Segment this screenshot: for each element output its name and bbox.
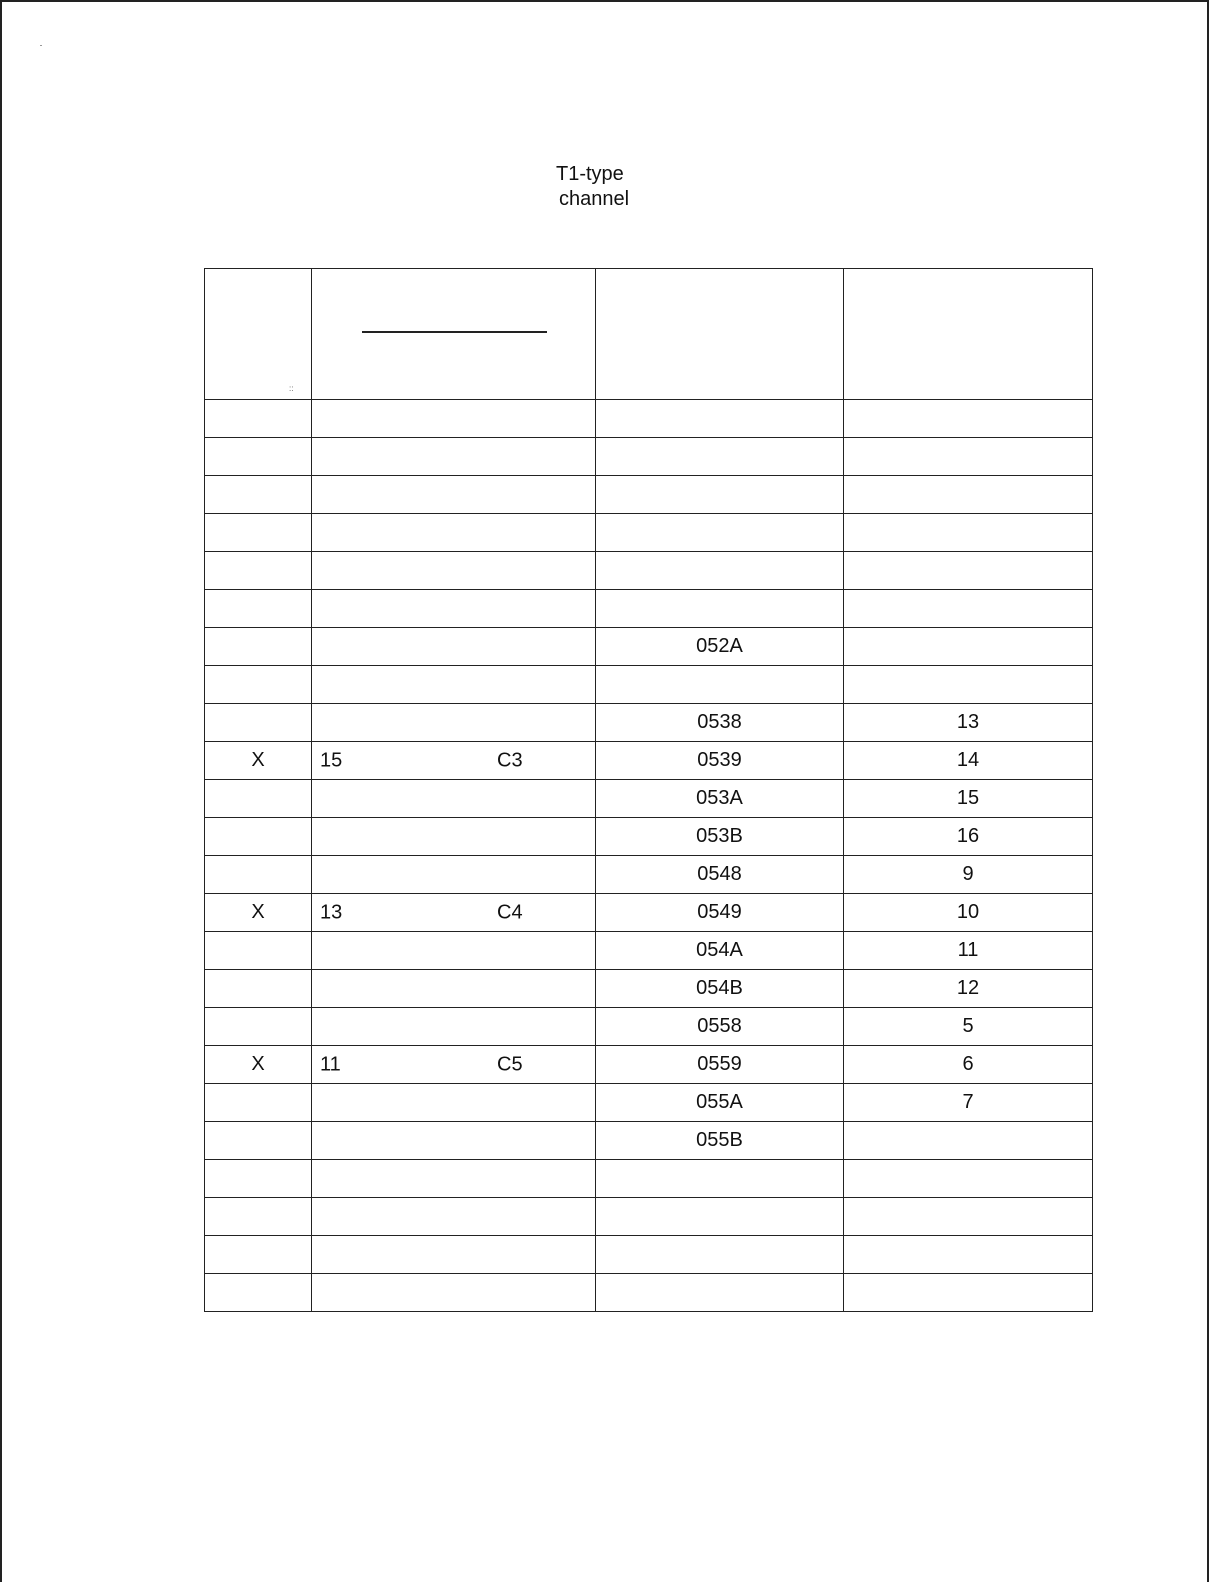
- code-cell: 054B: [596, 970, 844, 1008]
- select-cell: X: [205, 742, 312, 780]
- slot-port-cell: [312, 1008, 596, 1046]
- code-cell: [596, 552, 844, 590]
- slot-port-cell: [312, 590, 596, 628]
- select-cell: [205, 666, 312, 704]
- slot-number: 13: [320, 901, 343, 923]
- table-row: [205, 704, 1093, 742]
- table-row: [205, 1236, 1093, 1274]
- channel-cell: [844, 476, 1093, 514]
- slot-port-cell: [312, 476, 596, 514]
- slot-port-cell: [312, 552, 596, 590]
- table-row: [205, 818, 1093, 856]
- channel-cell: [844, 1274, 1093, 1312]
- channel-cell: 5: [844, 1008, 1093, 1046]
- select-cell: X: [205, 1046, 312, 1084]
- select-cell: [205, 704, 312, 742]
- slot-port-cell: [312, 1236, 596, 1274]
- header-cell-slot-port: [312, 269, 596, 400]
- table-row: [205, 780, 1093, 818]
- slot-port-cell: [312, 932, 596, 970]
- channel-cell: [844, 438, 1093, 476]
- channel-cell: 10: [844, 894, 1093, 932]
- table-row: [205, 1122, 1093, 1160]
- slot-port-cell: [312, 780, 596, 818]
- slot-port-cell: [312, 666, 596, 704]
- code-cell: 0538: [596, 704, 844, 742]
- slot-port-cell: [312, 400, 596, 438]
- header-cell-code: [596, 269, 844, 400]
- channel-cell: [844, 1122, 1093, 1160]
- table-row: [205, 856, 1093, 894]
- channel-cell: 13: [844, 704, 1093, 742]
- code-cell: 055A: [596, 1084, 844, 1122]
- channel-table: [204, 268, 1093, 1312]
- channel-cell: 9: [844, 856, 1093, 894]
- table-row: [205, 552, 1093, 590]
- slot-port-cell: [312, 1122, 596, 1160]
- channel-cell: 15: [844, 780, 1093, 818]
- code-cell: [596, 1274, 844, 1312]
- scan-speck: [40, 45, 42, 46]
- slot-port-cell: [312, 742, 596, 780]
- channel-cell: [844, 514, 1093, 552]
- channel-cell: 14: [844, 742, 1093, 780]
- code-cell: [596, 514, 844, 552]
- slot-port-cell: [312, 1274, 596, 1312]
- table-row: [205, 590, 1093, 628]
- table-row: [205, 514, 1093, 552]
- slot-port-cell: [312, 1160, 596, 1198]
- slot-port-cell: [312, 704, 596, 742]
- select-cell: [205, 552, 312, 590]
- select-cell: [205, 400, 312, 438]
- select-cell: [205, 818, 312, 856]
- channel-cell: [844, 552, 1093, 590]
- port-label: C4: [497, 901, 523, 923]
- table-row: [205, 932, 1093, 970]
- channel-cell: 6: [844, 1046, 1093, 1084]
- channel-cell: 12: [844, 970, 1093, 1008]
- select-cell: [205, 1122, 312, 1160]
- slot-port-cell: [312, 894, 596, 932]
- port-label: C5: [497, 1053, 523, 1075]
- table-row: [205, 1274, 1093, 1312]
- slot-port-cell: [312, 514, 596, 552]
- channel-cell: 16: [844, 818, 1093, 856]
- header-cell-channel: [844, 269, 1093, 400]
- select-cell: X: [205, 894, 312, 932]
- table-row: [205, 894, 1093, 932]
- code-cell: 0548: [596, 856, 844, 894]
- table-row: [205, 628, 1093, 666]
- code-cell: [596, 400, 844, 438]
- select-cell: [205, 628, 312, 666]
- select-cell: [205, 514, 312, 552]
- code-cell: 0559: [596, 1046, 844, 1084]
- page-title: [540, 162, 660, 212]
- code-cell: 055B: [596, 1122, 844, 1160]
- title-line-1: T1-type: [556, 163, 624, 185]
- channel-cell: [844, 1160, 1093, 1198]
- table-row: [205, 1008, 1093, 1046]
- table-row: [205, 970, 1093, 1008]
- code-cell: 0549: [596, 894, 844, 932]
- code-cell: [596, 1236, 844, 1274]
- select-cell: [205, 1008, 312, 1046]
- select-cell: [205, 970, 312, 1008]
- table-row: [205, 438, 1093, 476]
- table-header-row: [205, 269, 1093, 400]
- code-cell: 053A: [596, 780, 844, 818]
- channel-cell: 7: [844, 1084, 1093, 1122]
- code-cell: 0539: [596, 742, 844, 780]
- channel-cell: [844, 400, 1093, 438]
- code-cell: [596, 590, 844, 628]
- code-cell: [596, 1160, 844, 1198]
- title-line-2: channel: [559, 188, 630, 210]
- code-cell: [596, 438, 844, 476]
- channel-cell: [844, 590, 1093, 628]
- table-row: [205, 1046, 1093, 1084]
- slot-port-cell: [312, 1046, 596, 1084]
- slot-number: 15: [320, 749, 343, 771]
- port-label: C3: [497, 749, 523, 771]
- table-row: [205, 1084, 1093, 1122]
- select-cell: [205, 1198, 312, 1236]
- slot-port-cell: [312, 1084, 596, 1122]
- table-row: [205, 1198, 1093, 1236]
- table-row: [205, 666, 1093, 704]
- header-cell-select: [205, 269, 312, 400]
- select-cell: [205, 780, 312, 818]
- header-mark: ::: [289, 384, 294, 393]
- channel-cell: [844, 1236, 1093, 1274]
- code-cell: 052A: [596, 628, 844, 666]
- code-cell: 053B: [596, 818, 844, 856]
- select-cell: [205, 932, 312, 970]
- header-underline: [362, 331, 547, 333]
- channel-cell: [844, 666, 1093, 704]
- code-cell: 0558: [596, 1008, 844, 1046]
- slot-port-cell: [312, 438, 596, 476]
- select-cell: [205, 438, 312, 476]
- code-cell: [596, 476, 844, 514]
- slot-port-cell: [312, 818, 596, 856]
- select-cell: [205, 1160, 312, 1198]
- table-row: [205, 400, 1093, 438]
- slot-port-cell: [312, 628, 596, 666]
- select-cell: [205, 1084, 312, 1122]
- table-row: [205, 742, 1093, 780]
- channel-cell: [844, 1198, 1093, 1236]
- slot-number: 11: [320, 1053, 341, 1075]
- slot-port-cell: [312, 970, 596, 1008]
- table-row: [205, 1160, 1093, 1198]
- select-cell: [205, 856, 312, 894]
- select-cell: [205, 1274, 312, 1312]
- select-cell: [205, 1236, 312, 1274]
- table-row: [205, 476, 1093, 514]
- slot-port-cell: [312, 1198, 596, 1236]
- code-cell: [596, 1198, 844, 1236]
- select-cell: [205, 590, 312, 628]
- slot-port-cell: [312, 856, 596, 894]
- code-cell: 054A: [596, 932, 844, 970]
- channel-cell: [844, 628, 1093, 666]
- select-cell: [205, 476, 312, 514]
- code-cell: [596, 666, 844, 704]
- channel-cell: 11: [844, 932, 1093, 970]
